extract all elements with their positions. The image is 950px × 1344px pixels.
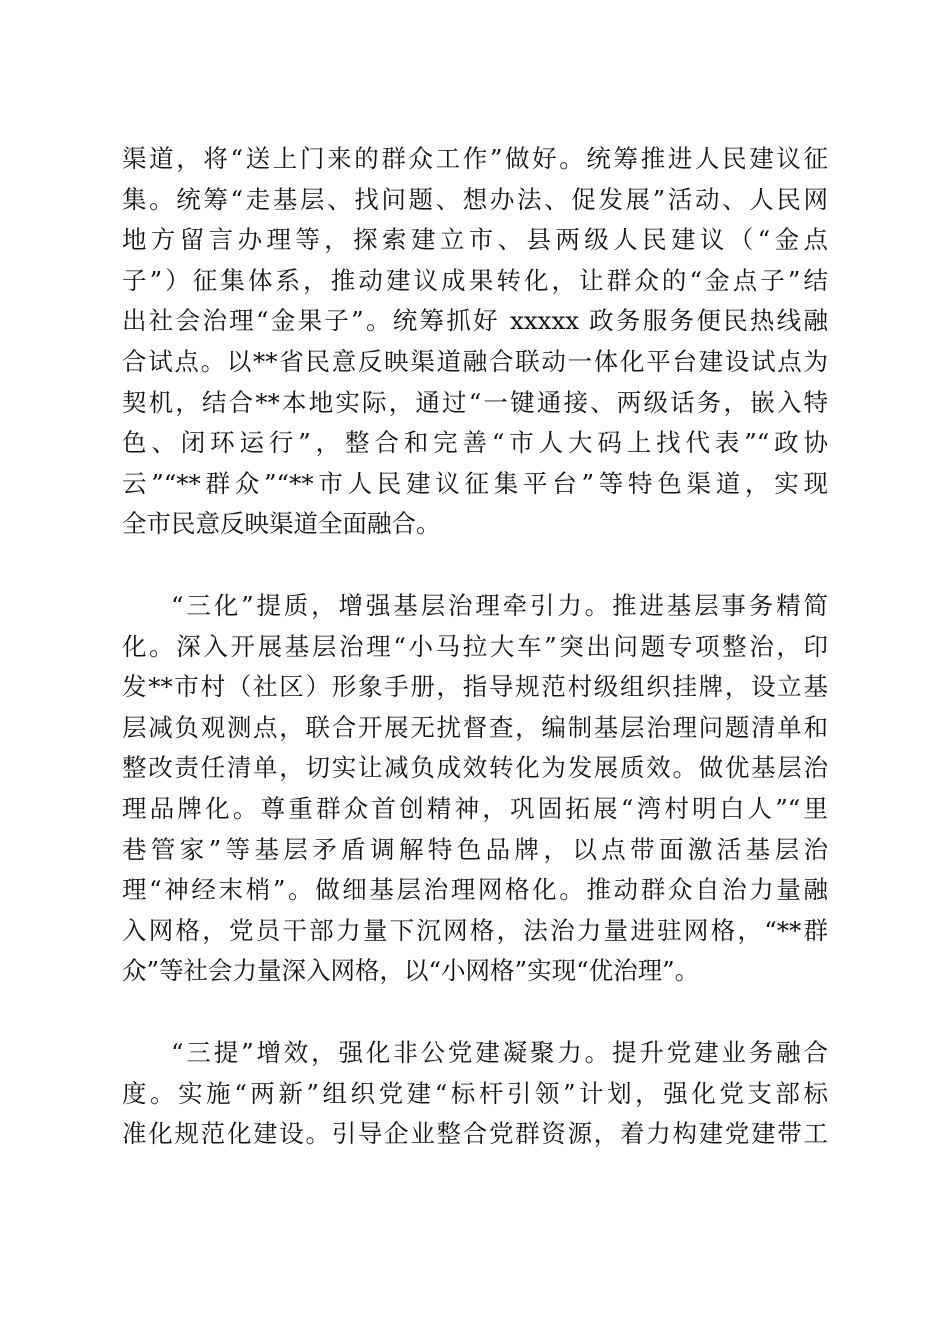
paragraph-line: 巷管家”等基层矛盾调解特色品牌，以点带面激活基层治	[122, 834, 828, 864]
paragraph-line: “三化”提质，增强基层治理牵引力。推进基层事务精简	[171, 591, 828, 620]
paragraph-3	[122, 1033, 828, 1155]
paragraph-line: 众”等社会力量深入网格，以“小网格”实现“优治理”。	[122, 956, 700, 986]
paragraph-line: 地方留言办理等，探索建立市、县两级人民建议（“金点	[122, 225, 828, 255]
paragraph-2	[122, 586, 828, 992]
paragraph-line: 发**市村（社区）形象手册，指导规范村级组织挂牌，设立基	[122, 672, 828, 702]
paragraph-line: 准化规范化建设。引导企业整合党群资源，着力构建党建带工	[122, 1119, 828, 1149]
paragraph-line: 子”）征集体系，推动建议成果转化，让群众的“金点子”结	[122, 265, 828, 295]
paragraph-line: 色、闭环运行”，整合和完善“市人大码上找代表”“政协	[122, 428, 828, 458]
paragraph-line: 入网格，党员干部力量下沉网格，法治力量进驻网格，“**群	[122, 915, 828, 945]
paragraph-line: 度。实施“两新”组织党建“标杆引领”计划，强化党支部标	[122, 1078, 828, 1108]
paragraph-line: 全市民意反映渠道全面融合。	[122, 509, 441, 539]
paragraph-line: “三提”增效，强化非公党建凝聚力。提升党建业务融合	[171, 1038, 828, 1067]
paragraph-line: 集。统筹“走基层、找问题、想办法、促发展”活动、人民网	[122, 184, 828, 214]
paragraph-line: 合试点。以**省民意反映渠道融合联动一体化平台建设试点为	[122, 346, 828, 376]
paragraph-line: 契机，结合**本地实际，通过“一键通接、两级话务，嵌入特	[122, 387, 828, 417]
paragraph-line: 渠道，将“送上门来的群众工作”做好。统筹推进人民建议征	[122, 144, 828, 173]
paragraph-line: 化。深入开展基层治理“小马拉大车”突出问题专项整治，印	[122, 631, 828, 661]
paragraph-line: 层减负观测点，联合开展无扰督查，编制基层治理问题清单和	[122, 712, 828, 742]
paragraph-line: 出社会治理“金果子”。统筹抓好 xxxxx 政务服务便民热线融	[122, 306, 828, 336]
paragraph-line: 整改责任清单，切实让减负成效转化为发展质效。做优基层治	[122, 753, 828, 783]
paragraph-line: 理“神经末梢”。做细基层治理网格化。推动群众自治力量融	[122, 875, 828, 905]
paragraph-1	[122, 139, 828, 545]
paragraph-line: 理品牌化。尊重群众首创精神，巩固拓展“湾村明白人”“里	[122, 793, 828, 823]
paragraph-line: 云”“**群众”“**市人民建议征集平台”等特色渠道，实现	[122, 468, 828, 498]
